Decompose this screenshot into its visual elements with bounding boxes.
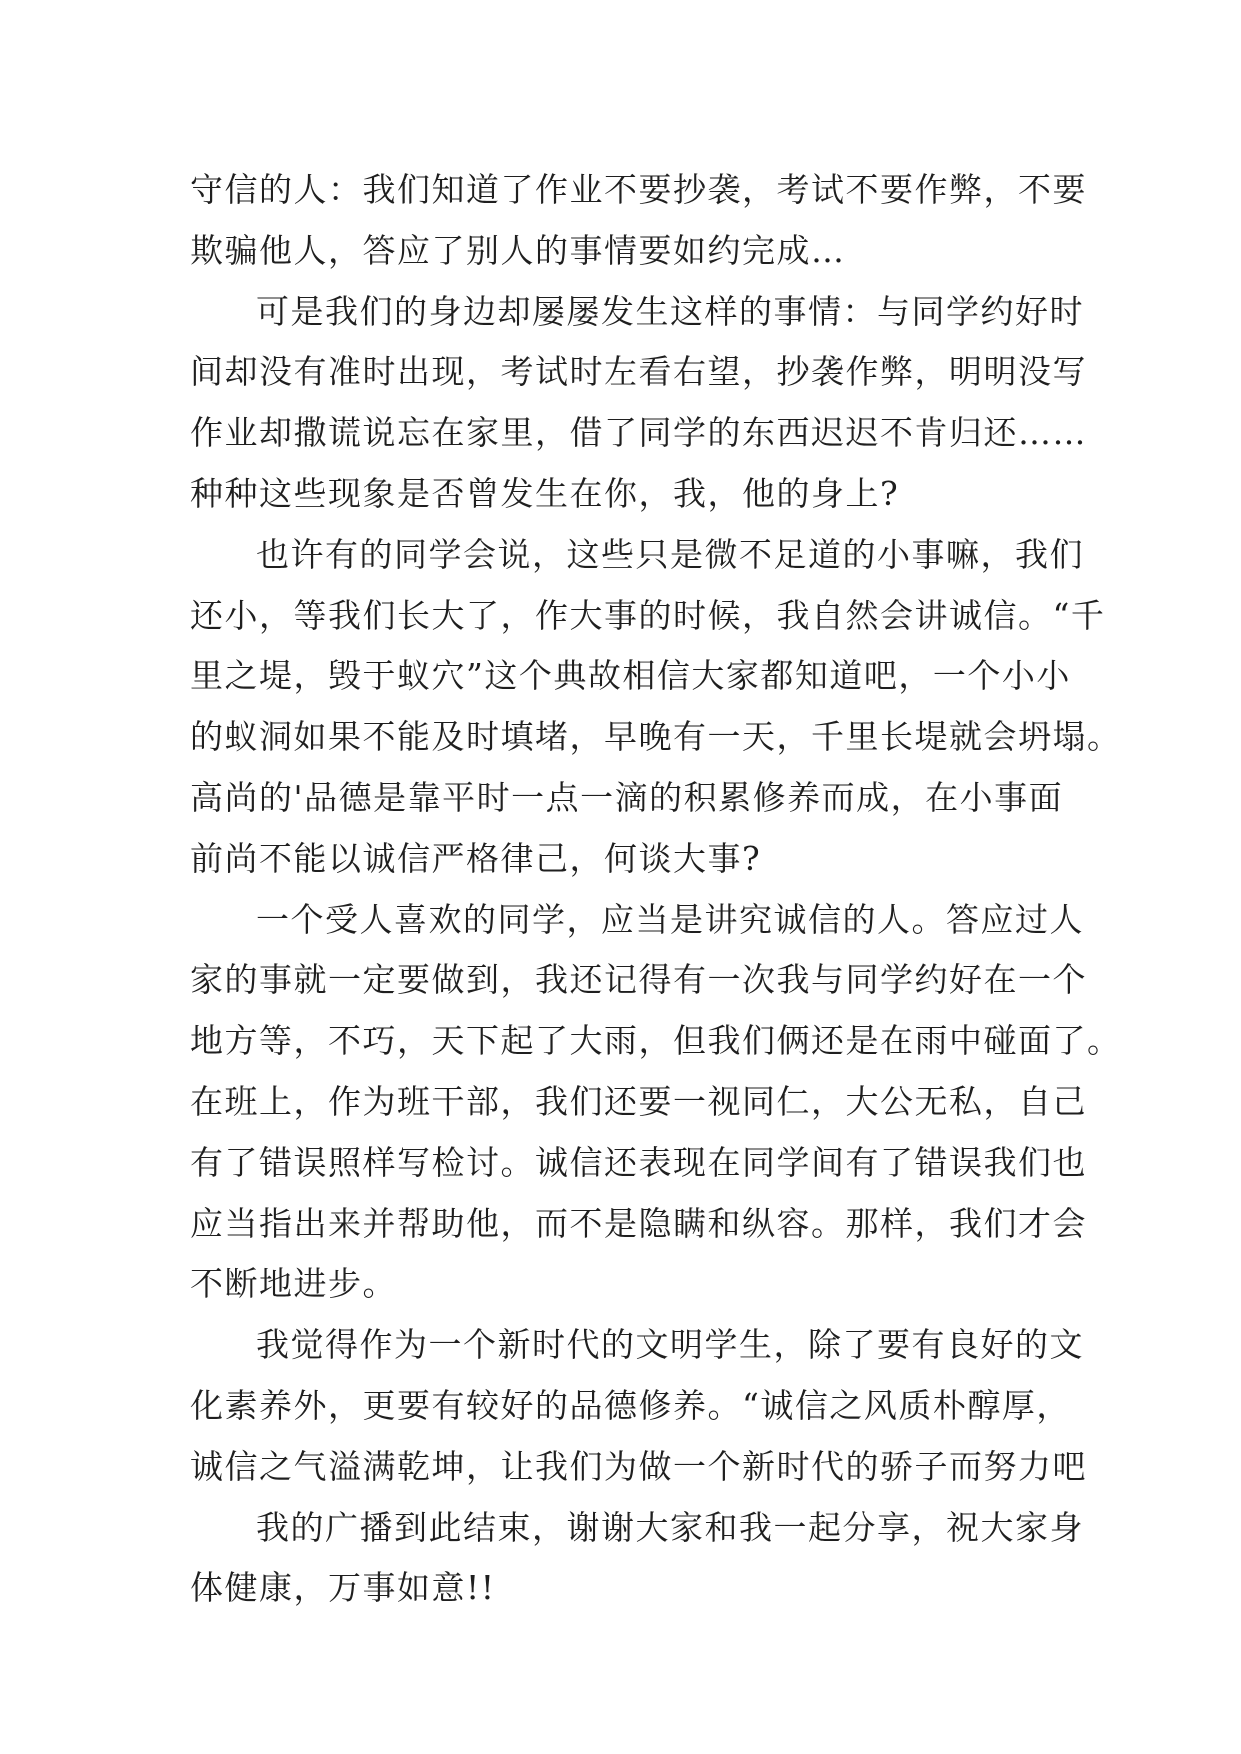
text-line: 高尚的'品德是靠平时一点一滴的积累修养而成，在小事面 <box>190 777 1064 817</box>
text-line: 欺骗他人，答应了别人的事情要如约完成… <box>190 230 846 270</box>
text-line: 间却没有准时出现，考试时左看右望，抄袭作弊，明明没写 <box>190 352 1087 392</box>
text-line: 前尚不能以诚信严格律己，何谈大事? <box>190 838 762 878</box>
document-body <box>190 160 1122 1619</box>
text-line: 的蚁洞如果不能及时填堵，早晚有一天，千里长堤就会坍塌。 <box>190 717 1122 757</box>
text-line: 在班上，作为班干部，我们还要一视同仁，大公无私，自己 <box>190 1081 1087 1121</box>
text-line: 还小，等我们长大了，作大事的时候，我自然会讲诚信。“千 <box>190 595 1106 635</box>
text-line: 种种这些现象是否曾发生在你，我，他的身上? <box>190 473 900 513</box>
paragraph-start-line: 我觉得作为一个新时代的文明学生，除了要有良好的文 <box>256 1325 1084 1365</box>
text-line: 应当指出来并帮助他，而不是隐瞒和纵容。那样，我们才会 <box>190 1203 1087 1243</box>
text-line: 地方等，不巧，天下起了大雨，但我们俩还是在雨中碰面了。 <box>190 1021 1122 1061</box>
text-line: 作业却撒谎说忘在家里，借了同学的东西迟迟不肯归还…… <box>190 413 1087 453</box>
text-line: 家的事就一定要做到，我还记得有一次我与同学约好在一个 <box>190 960 1087 1000</box>
text-line: 守信的人：我们知道了作业不要抄袭，考试不要作弊，不要 <box>190 170 1087 209</box>
paragraph-start-line: 一个受人喜欢的同学，应当是讲究诚信的人。答应过人 <box>256 899 1084 939</box>
paragraph-start-line: 可是我们的身边却屡屡发生这样的事情：与同学约好时 <box>256 291 1084 331</box>
text-line: 有了错误照样写检讨。诚信还表现在同学间有了错误我们也 <box>190 1142 1087 1182</box>
text-line: 里之堤，毁于蚁穴”这个典故相信大家都知道吧，一个小小 <box>190 656 1071 696</box>
text-line: 化素养外，更要有较好的品德修养。“诚信之风质朴醇厚， <box>190 1385 1071 1425</box>
paragraph-start-line: 我的广播到此结束，谢谢大家和我一起分享，祝大家身 <box>256 1507 1084 1547</box>
text-line: 不断地进步。 <box>190 1264 397 1304</box>
text-line: 体健康，万事如意!! <box>190 1568 496 1608</box>
paragraph-start-line: 也许有的同学会说，这些只是微不足道的小事嘛，我们 <box>256 534 1084 574</box>
text-line: 诚信之气溢满乾坤，让我们为做一个新时代的骄子而努力吧 <box>190 1446 1087 1486</box>
